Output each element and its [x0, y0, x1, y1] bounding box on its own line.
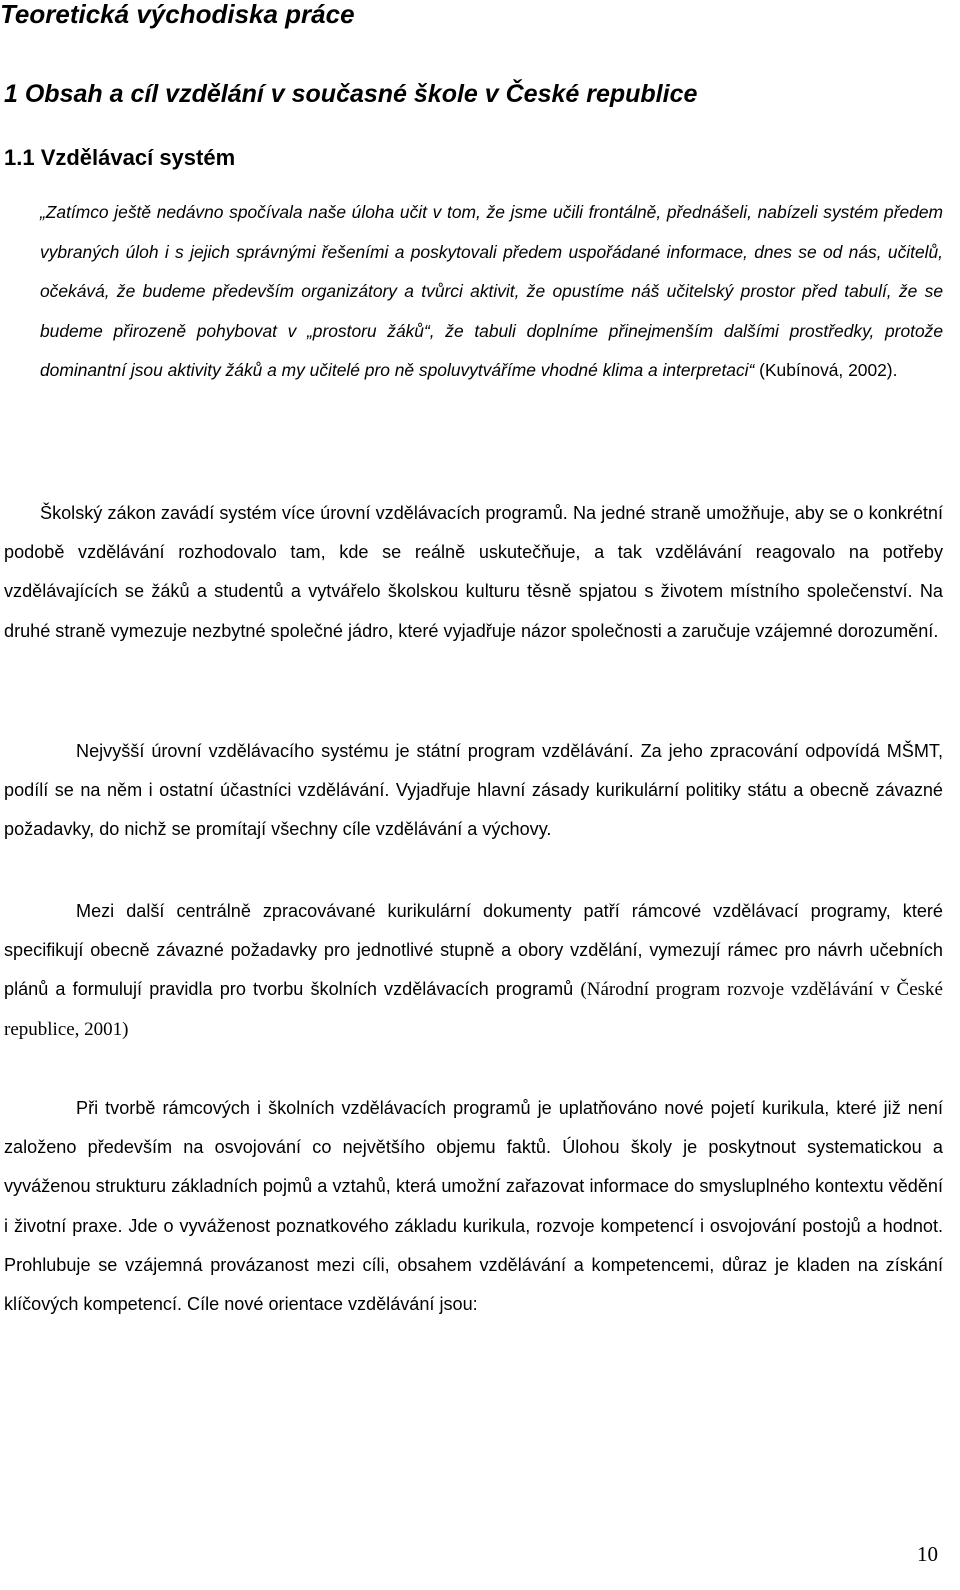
part-heading: Teoretická východiska práce	[0, 0, 355, 29]
section-heading: 1.1 Vzdělávací systém	[4, 145, 236, 170]
paragraph-1	[4, 494, 943, 651]
paragraph-2	[4, 732, 943, 850]
block-quote	[40, 193, 943, 391]
paragraph-1-text: Školský zákon zavádí systém více úrovní vzdělávacích programů. Na jedné straně umožňuje, aby se o konkrétní podobě vzdělávání rozhodovalo tam, kde se reálně uskutečňuje, a tak vzdělávání reagovalo na potřeby vzdělávajících se žáků a studentů a vytvářelo školskou kulturu těsně spjatou s životem místního společenství. Na druhé straně vymezuje nezbytné společné jádro, které vyjadřuje názor společnosti a zaručuje vzájemné dorozumění.	[4, 503, 943, 641]
paragraph-2-text: Nejvyšší úrovní vzdělávacího systému je státní program vzdělávání. Za jeho zpracování odpovídá MŠMT, podílí se na něm i ostatní účastníci vzdělávání. Vyjadřuje hlavní zásady kurikulární politiky státu a obecně závazné požadavky, do nichž se promítají všechny cíle vzdělávání a výchovy.	[4, 741, 943, 840]
quote-text: „Zatímco ještě nedávno spočívala naše úloha učit v tom, že jsme učili frontálně, přednášeli, nabízeli systém předem vybraných úloh i s jejich správnými řešeními a poskytovali předem uspořádané informace, dnes se od nás, učitelů, očekává, že budeme především organizátory a tvůrci aktivit, že opustíme náš učitelský prostor před tabulí, že se budeme přirozeně pohybovat v „prostoru žáků“, že tabuli doplníme přinejmenším dalšími prostředky, protože dominantní jsou aktivity žáků a my učitelé pro ně spoluvytváříme vhodné klima a interpretaci“	[40, 202, 943, 380]
chapter-heading: 1 Obsah a cíl vzdělání v současné škole v České republice	[4, 80, 698, 108]
quote-citation: (Kubínová, 2002).	[754, 360, 898, 380]
paragraph-3	[4, 892, 943, 1049]
paragraph-4-text: Při tvorbě rámcových i školních vzdělávacích programů je uplatňováno nové pojetí kurikula, které již není založeno především na osvojování co největšího objemu faktů. Úlohou školy je poskytnout systematickou a vyváženou strukturu základních pojmů a vztahů, která umožní zařazovat informace do smysluplného kontextu vědění i životní praxe. Jde o vyváženost poznatkového základu kurikula, rozvoje kompetencí i osvojování postojů a hodnot. Prohlubuje se vzájemná provázanost mezi cíli, obsahem vzdělávání a kompetencemi, důraz je kladen na získání klíčových kompetencí. Cíle nové orientace vzdělávání jsou:	[4, 1098, 943, 1315]
page-number: 10	[917, 1542, 938, 1566]
paragraph-3-text: Mezi další centrálně zpracovávané kurikulární dokumenty patří rámcové vzdělávací programy, které specifikují obecně závazné požadavky pro jednotlivé stupně a obory vzdělání, vymezují rámec pro návrh učebních plánů a formulují pravidla pro tvorbu školních vzdělávacích programů	[4, 901, 943, 1000]
paragraph-3-reference: (Národní program rozvoje vzdělávání v České republice, 2001)	[4, 979, 943, 1040]
paragraph-4	[4, 1089, 943, 1324]
